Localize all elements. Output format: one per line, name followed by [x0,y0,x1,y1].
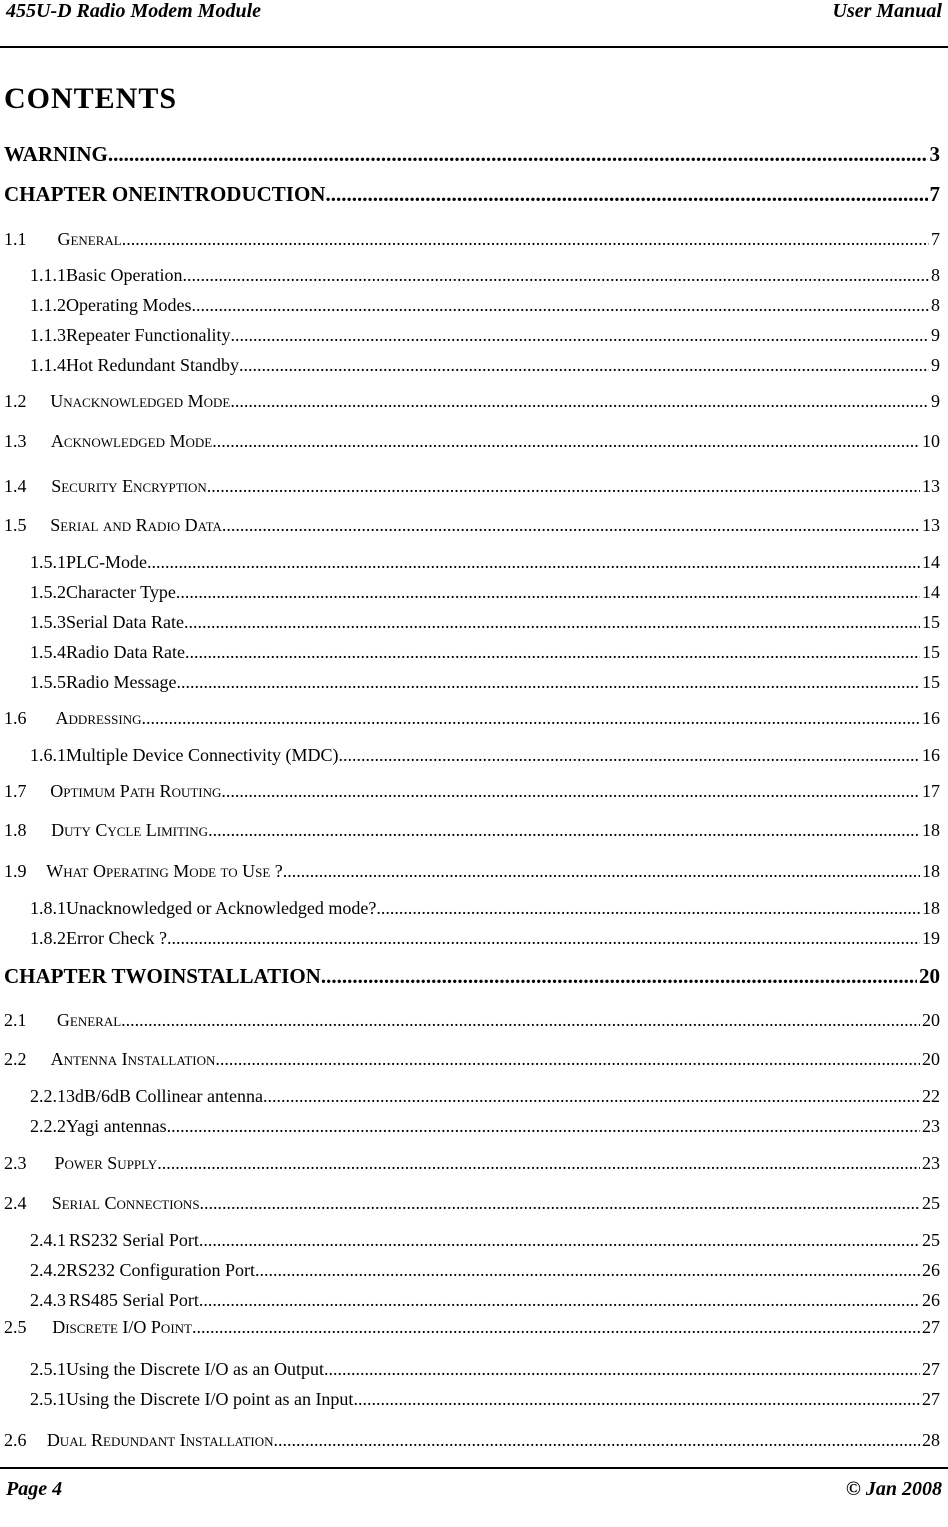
toc-entry[interactable] [30,928,940,949]
toc-entry-number: 1.1.3 [30,325,66,345]
toc-entry-title: Basic Operation [66,265,183,285]
toc-entry[interactable] [4,1153,940,1174]
toc-entry-number: 2.6 [4,1430,27,1450]
toc-dot-leader [325,182,927,207]
toc-dot-leader [192,1317,920,1338]
toc-dot-leader [230,391,929,412]
toc-entry-number: 1.5.2 [30,582,66,602]
toc-entry[interactable] [4,476,940,497]
toc-entry-title: Multiple Device Connectivity (MDC) [66,745,339,765]
toc-dot-leader [185,642,920,663]
toc-entry-number: 1.5.3 [30,612,66,632]
toc-entry-title: Security Encryption [51,476,207,496]
header-document-title: 455U-D Radio Modem Module [6,0,261,22]
toc-entry-page: 15 [922,672,940,692]
toc-entry[interactable] [30,1230,940,1251]
footer-page-number: Page 4 [6,1478,63,1500]
toc-entry-page: 23 [922,1153,940,1173]
toc-dot-leader [184,612,920,633]
toc-entry-title: 3dB/6dB Collinear antenna. [66,1086,268,1106]
toc-entry-title: Character Type [66,582,176,602]
toc-dot-leader [182,265,929,286]
toc-entry[interactable] [30,295,940,316]
toc-entry[interactable] [30,1086,940,1107]
toc-entry[interactable] [4,229,940,250]
toc-dot-leader [199,1230,920,1251]
toc-entry[interactable] [30,1359,940,1380]
toc-entry-page: 18 [922,861,940,881]
toc-entry[interactable] [30,355,940,376]
toc-entry-page: 23 [922,1116,940,1136]
toc-entry-number: 2.4.2 [30,1260,66,1280]
toc-entry-number: 1.3 [4,431,27,451]
toc-entry[interactable] [30,745,940,766]
toc-entry-page: 14 [922,552,940,572]
toc-dot-leader [171,1116,920,1137]
toc-dot-leader [142,708,921,729]
toc-entry[interactable] [30,1116,940,1137]
toc-entry-number: 2.3 [4,1153,27,1173]
toc-entry-number: 1.5.1 [30,552,66,572]
toc-entry[interactable] [4,142,940,167]
toc-dot-leader [108,142,928,167]
toc-entry-number: 1.5 [4,515,27,535]
toc-dot-leader [215,1049,920,1070]
toc-entry[interactable] [4,820,940,841]
toc-entry-number: 2.5.1 [30,1389,66,1409]
toc-entry[interactable] [30,612,940,633]
toc-entry-title: Power Supply [54,1153,158,1173]
toc-entry-title: Hot Redundant Standby [66,355,239,375]
toc-dot-leader [176,582,920,603]
toc-entry[interactable] [4,964,940,989]
page-header [6,0,942,26]
toc-entry-number: 1.1.4 [30,355,66,375]
header-manual-label: User Manual [832,0,942,22]
toc-entry-page: 8 [931,295,940,315]
toc-entry-number: 2.4.3 [30,1290,66,1310]
toc-entry-number: 1.6.1 [30,745,66,765]
toc-entry[interactable] [4,861,940,882]
toc-entry-page: 14 [922,582,940,602]
toc-entry[interactable] [30,552,940,573]
toc-entry-page: 25 [922,1230,940,1250]
toc-entry-page: 9 [931,355,940,375]
toc-entry-page: 22 [922,1086,940,1106]
toc-entry-page: 26 [922,1290,940,1310]
toc-entry-title: Serial Data Rate [66,612,184,632]
toc-entry-title: Radio Message [66,672,177,692]
toc-dot-leader [157,1153,920,1174]
toc-dot-leader [121,1010,920,1031]
toc-entry-title: INTRODUCTION [157,182,326,206]
toc-entry-title: Radio Data Rate [66,642,185,662]
toc-entry-page: 26 [922,1260,940,1280]
toc-entry-number: 1.8.1 [30,898,66,918]
toc-entry[interactable] [4,1049,940,1070]
toc-dot-leader [321,964,917,989]
toc-entry-page: 19 [922,928,940,948]
toc-entry-title: Unacknowledged or Acknowledged mode? [66,898,377,918]
toc-entry-page: 18 [922,898,940,918]
toc-dot-leader [147,552,920,573]
toc-entry-number: 1.6 [4,708,27,728]
toc-entry-number: 1.5.4 [30,642,66,662]
toc-entry-page: 3 [929,142,940,166]
toc-entry-title: Acknowledged Mode [50,431,213,451]
toc-dot-leader [167,928,920,949]
toc-entry-title: INSTALLATION [162,964,321,988]
toc-entry[interactable] [30,1389,940,1410]
toc-entry-number: CHAPTER TWO [4,964,163,988]
toc-entry-page: 8 [931,265,940,285]
toc-entry-page: 16 [922,708,940,728]
toc-entry-title: Duty Cycle Limiting [51,820,209,840]
toc-entry-page: 7 [929,182,940,206]
toc-entry-page: 10 [922,431,940,451]
toc-entry-title: Serial Connections [51,1193,200,1213]
toc-entry-page: 13 [922,476,940,496]
toc-entry-number: 2.4.1 [30,1230,66,1250]
toc-entry-page: 18 [922,820,940,840]
toc-entry-title: Serial and Radio Data [50,515,222,535]
toc-entry-page: 7 [931,229,940,249]
toc-dot-leader [207,476,920,497]
toc-entry[interactable] [4,1193,940,1214]
toc-entry-title: RS485 Serial Port [68,1290,199,1310]
toc-entry[interactable] [4,182,940,207]
toc-entry-title: Repeater Functionality [66,325,231,345]
toc-entry-number: 1.1.2 [30,295,66,315]
toc-entry-number: 1.4 [4,476,27,496]
toc-dot-leader [221,781,920,802]
toc-dot-leader [212,431,920,452]
toc-entry-page: 17 [922,781,940,801]
toc-entry-title: Error Check ? [66,928,167,948]
toc-entry[interactable] [30,265,940,286]
toc-dot-leader [255,1260,920,1281]
toc-entry-page: 25 [922,1193,940,1213]
toc-dot-leader [176,672,920,693]
toc-entry-title: Using the Discrete I/O as an Output [66,1359,324,1379]
toc-entry-number: 1.1 [4,229,27,249]
toc-entry-page: 16 [922,745,940,765]
toc-entry-title: Unacknowledged Mode [50,391,231,411]
toc-entry[interactable] [30,672,940,693]
toc-entry-title: RS232 Configuration Port [66,1260,256,1280]
toc-dot-leader [222,515,920,536]
toc-entry-number: 1.2 [4,391,27,411]
toc-entry-page: 20 [922,1049,940,1069]
toc-entry-number: 1.8 [4,820,27,840]
toc-dot-leader [239,355,929,376]
toc-entry-title: Antenna Installation [50,1049,216,1069]
toc-entry[interactable] [30,642,940,663]
toc-entry-title: Using the Discrete I/O point as an Input [66,1389,354,1409]
toc-entry-page: 9 [931,325,940,345]
footer-copyright-date: © Jan 2008 [845,1478,942,1500]
toc-dot-leader [191,295,929,316]
toc-dot-leader [274,1430,920,1451]
toc-entry[interactable] [4,708,940,729]
header-rule [0,46,948,48]
toc-entry[interactable] [30,1290,940,1311]
page-title: CONTENTS [4,82,178,115]
footer-rule [0,1467,948,1469]
toc-entry-title: Optimum Path Routing [50,781,222,801]
toc-entry[interactable] [4,1010,940,1031]
toc-entry[interactable] [30,582,940,603]
toc-dot-leader [200,1193,920,1214]
toc-entry-page: 28 [922,1430,940,1450]
toc-dot-leader [353,1389,920,1410]
toc-entry-title: General [57,229,122,249]
toc-dot-leader [122,229,929,250]
toc-entry-page: 20 [922,1010,940,1030]
toc-entry[interactable] [30,1260,940,1281]
toc-entry-page: 27 [922,1359,940,1379]
toc-entry-number: 1.8.2 [30,928,66,948]
toc-entry-title: RS232 Serial Port [68,1230,199,1250]
toc-entry[interactable] [4,431,940,452]
toc-entry-number: 2.4 [4,1193,27,1213]
toc-entry[interactable] [30,325,940,346]
toc-dot-leader [230,325,929,346]
toc-entry-number: 1.7 [4,781,27,801]
toc-entry-number: 1.5.5 [30,672,66,692]
toc-entry[interactable] [4,1317,940,1338]
toc-entry-page: 15 [922,612,940,632]
toc-entry-page: 15 [922,642,940,662]
toc-entry-title: WARNING [4,142,108,166]
toc-dot-leader [283,861,920,882]
toc-entry-title: Addressing [55,708,142,728]
toc-entry-title: Yagi antennas. [66,1116,172,1136]
toc-entry-title: Dual Redundant Installation [46,1430,274,1450]
toc-dot-leader [199,1290,920,1311]
toc-entry[interactable] [30,898,940,919]
toc-dot-leader [208,820,920,841]
toc-entry[interactable] [4,781,940,802]
toc-entry-title: General [56,1010,122,1030]
toc-entry-title: Operating Modes [66,295,192,315]
toc-entry-title: PLC-Mode [66,552,147,572]
toc-entry-page: 20 [919,964,940,988]
toc-entry-page: 27 [922,1389,940,1409]
toc-entry-number: 2.5.1 [30,1359,66,1379]
toc-entry-number: CHAPTER ONE [4,182,158,206]
toc-entry[interactable] [4,391,940,412]
toc-entry-number: 2.1 [4,1010,27,1030]
toc-dot-leader [267,1086,920,1107]
toc-entry-number: 2.2 [4,1049,27,1069]
toc-entry-title: What Operating Mode to Use ? [46,861,283,881]
toc-entry-page: 13 [922,515,940,535]
toc-entry[interactable] [4,1430,940,1451]
toc-entry-number: 1.9 [4,861,27,881]
toc-dot-leader [376,898,920,919]
toc-entry-number: 1.1.1 [30,265,66,285]
toc-entry-title: Discrete I/O Point [52,1317,192,1337]
toc-entry-page: 9 [931,391,940,411]
toc-entry-number: 2.2.2 [30,1116,66,1136]
toc-dot-leader [324,1359,920,1380]
toc-dot-leader [338,745,920,766]
toc-entry-number: 2.2.1 [30,1086,66,1106]
toc-entry-number: 2.5 [4,1317,27,1337]
toc-entry[interactable] [4,515,940,536]
toc-entry-page: 27 [922,1317,940,1337]
